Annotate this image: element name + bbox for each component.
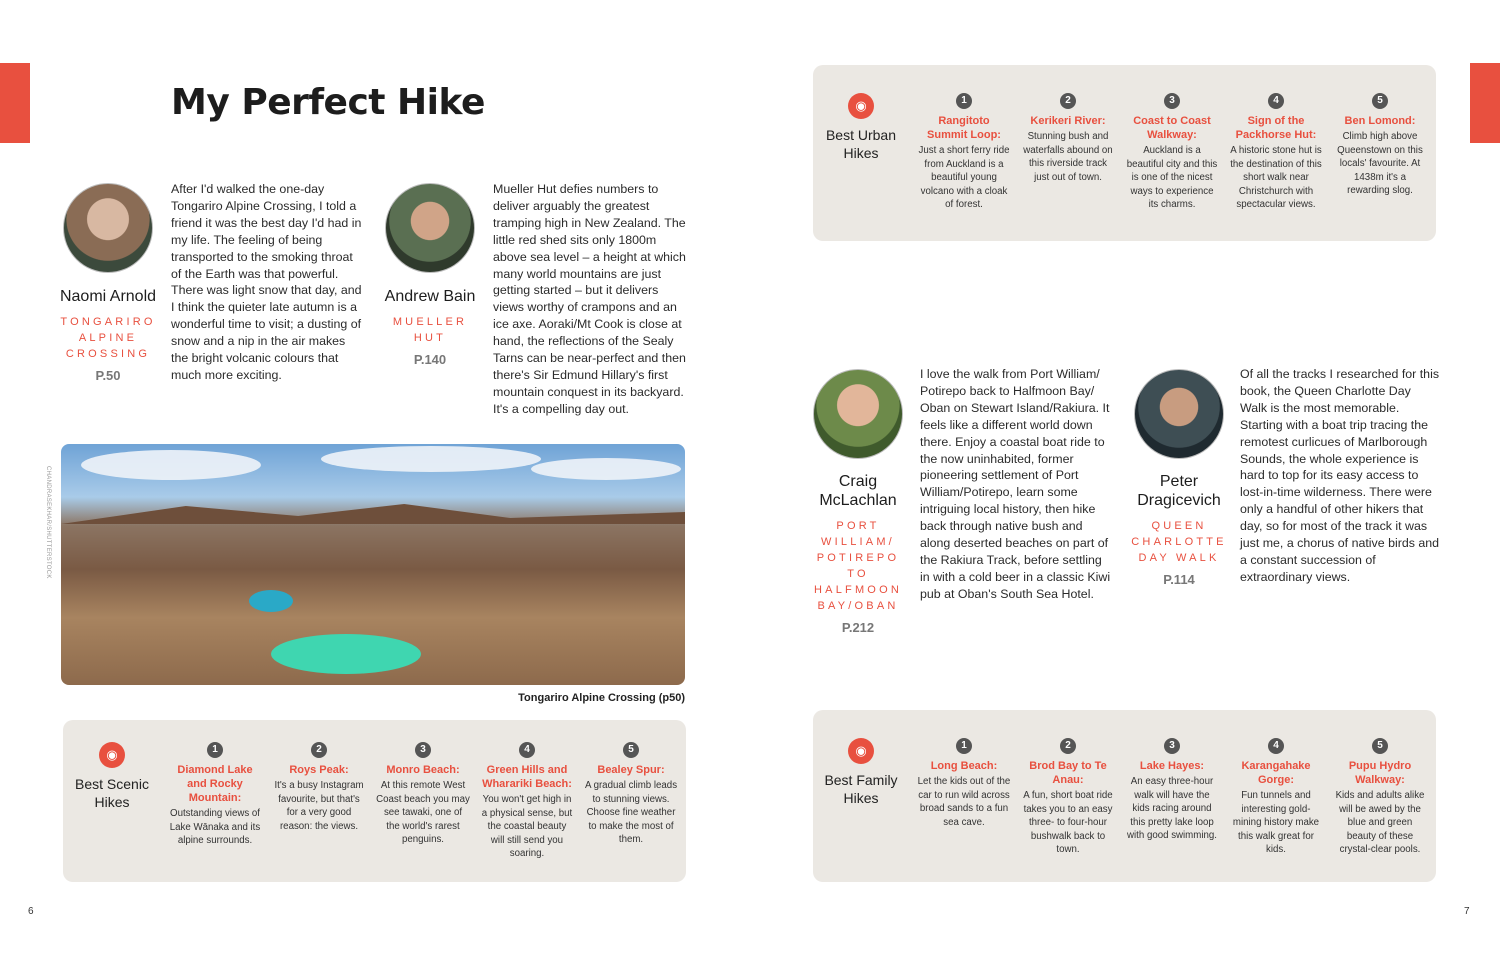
author-andrew-bain <box>380 183 480 367</box>
list-item <box>1125 93 1219 212</box>
box-title: Best Family Hikes <box>824 772 898 806</box>
item-description: Climb high above Queenstown on this locals' favourite. At 1438m it's a rewarding slog. <box>1337 131 1423 197</box>
item-description: Kids and adults alike will be awed by the blue and green beauty of these crystal-clear pools. <box>1335 790 1425 856</box>
author-quote: Of all the tracks I researched for this book, the Queen Charlotte Day Walk is the most memorable. Starting with a boat trip tracing the remotest curlicues of Marlborough Sounds, the whole experience is hard to top for its easy access to lost-in-time wilderness. There were only a handful of other hikers that day, so for most of the track it was just me, a chorus of native birds and a constant succession of extraordinary views. <box>1240 367 1440 584</box>
author-peter-dragicevich <box>1129 369 1229 587</box>
author-quote: I love the walk from Port William/ Potirepo back to Halfmoon Bay/ Oban on Stewart Island/Rakiura. It feels like a different world down there. Enjoy a coastal boat ride to the now uninhabited, former pioneering settlement of Port William/Potirepo, learn some intriguing local history, then hike back through native bush and along deserted beaches on part of the Rakiura Track, before settling in with a cold beer in a classic Kiwi pub at Oban's South Sea Hotel. <box>920 367 1111 601</box>
number-badge: 5 <box>623 742 639 758</box>
list-item <box>1333 738 1427 857</box>
box-title: Best Urban Hikes <box>825 127 897 161</box>
item-title: Green Hills and Wharariki Beach: <box>482 764 572 790</box>
box-header <box>821 738 901 807</box>
item-description: You won't get high in a physical sense, but the coastal beauty will still send you soaring. <box>481 794 573 860</box>
author-page-ref: P.212 <box>841 620 875 635</box>
author-name: Peter Dragicevich <box>1137 473 1221 509</box>
item-description: Let the kids out of the car to run wild across broad sands to a fun sea cave. <box>917 776 1011 828</box>
item-title: Brod Bay to Te Anau: <box>1029 760 1107 786</box>
tongariro-photo <box>61 444 685 685</box>
item-description: Auckland is a beautiful city and this is one of the nicest ways to experience its charms. <box>1126 145 1218 211</box>
item-title: Bealey Spur: <box>597 764 665 776</box>
box-title: Best Scenic Hikes <box>75 776 149 810</box>
item-description: Just a short ferry ride from Auckland is a beautiful young volcano with a cloak of forest. <box>918 145 1010 211</box>
left-edge-tab <box>0 63 30 143</box>
number-badge: 1 <box>207 742 223 758</box>
list-item <box>376 742 470 847</box>
list-item <box>480 742 574 861</box>
box-header <box>72 742 152 811</box>
author-name: Craig McLachlan <box>819 473 897 509</box>
photo-caption: Tongariro Alpine Crossing (p50) <box>518 692 685 704</box>
list-item <box>917 738 1011 829</box>
author-photo <box>63 183 153 273</box>
number-badge: 2 <box>311 742 327 758</box>
camera-icon: ◉ <box>848 738 874 764</box>
item-title: Lake Hayes: <box>1139 760 1205 772</box>
author-page-ref: P.140 <box>413 352 447 367</box>
author-quote: Mueller Hut defies numbers to deliver arguably the greatest tramping high in New Zealand. The little red shed sits only 1800m above sea level – a height at which many world mountains are just getting started – but it delivers views worthy of crampons and an ice axe. Aoraki/Mt Cook is close at hand, the reflections of the Sealy Tarns can be near-perfect and then there's Sir Edmund Hillary's first mountain conquest in its backyard. It's a compelling day out. <box>493 182 686 416</box>
item-title: Monro Beach: <box>386 764 460 776</box>
author-naomi-arnold <box>58 183 158 383</box>
list-item <box>168 742 262 848</box>
item-description: A gradual climb leads to stunning views. Choose fine weather to make the most of them. <box>584 780 678 846</box>
number-badge: 5 <box>1372 738 1388 754</box>
item-description: A historic stone hut is the destination of this short walk near Christchurch with spectacular views. <box>1230 145 1322 211</box>
list-item <box>272 742 366 833</box>
list-item <box>917 93 1011 212</box>
list-item <box>1021 93 1115 184</box>
item-description: It's a busy Instagram favourite, but that's for a very good reason: the views. <box>274 780 364 832</box>
number-badge: 5 <box>1372 93 1388 109</box>
item-title: Ben Lomond: <box>1344 115 1416 127</box>
page-number-right: 7 <box>1464 906 1470 917</box>
author-craig-mclachlan <box>808 369 908 635</box>
author-route: TONGARIRO ALPINE CROSSING <box>60 316 156 360</box>
box-header <box>821 93 901 162</box>
item-description: Fun tunnels and interesting gold-mining history make this walk great for kids. <box>1232 790 1320 856</box>
camera-icon: ◉ <box>848 93 874 119</box>
author-route: PORT WILLIAM/ POTIREPO TO HALFMOON BAY/OBAN <box>814 520 902 612</box>
right-edge-tab <box>1470 63 1500 143</box>
best-urban-hikes-box <box>813 65 1436 241</box>
author-name: Andrew Bain <box>384 288 476 305</box>
list-item <box>1333 93 1427 198</box>
number-badge: 4 <box>1268 93 1284 109</box>
number-badge: 4 <box>519 742 535 758</box>
best-scenic-hikes-box <box>63 720 686 882</box>
item-title: Rangitoto Summit Loop: <box>927 115 1001 141</box>
item-title: Long Beach: <box>930 760 998 772</box>
item-title: Pupu Hydro Walkway: <box>1348 760 1412 786</box>
item-title: Diamond Lake and Rocky Mountain: <box>177 764 253 804</box>
number-badge: 2 <box>1060 738 1076 754</box>
item-title: Sign of the Packhorse Hut: <box>1235 115 1317 141</box>
author-route: MUELLER HUT <box>392 316 468 344</box>
author-page-ref: P.50 <box>95 368 121 383</box>
number-badge: 3 <box>1164 738 1180 754</box>
author-photo <box>1134 369 1224 459</box>
camera-icon: ◉ <box>99 742 125 768</box>
list-item <box>1229 738 1323 857</box>
item-description: Outstanding views of Lake Wānaka and its alpine surrounds. <box>169 808 261 847</box>
list-item <box>1229 93 1323 212</box>
list-item <box>1021 738 1115 857</box>
item-description: A fun, short boat ride takes you to an easy three- to four-hour bushwalk back to town. <box>1023 790 1113 856</box>
number-badge: 3 <box>1164 93 1180 109</box>
number-badge: 1 <box>956 738 972 754</box>
item-description: An easy three-hour walk will have the kids racing around this pretty lake loop with good swimming. <box>1127 776 1217 842</box>
author-page-ref: P.114 <box>1163 572 1195 587</box>
author-name: Naomi Arnold <box>59 288 157 305</box>
number-badge: 1 <box>956 93 972 109</box>
author-quote: After I'd walked the one-day Tongariro Alpine Crossing, I told a friend it was the best day I'd had in my life. The feeling of being transported to the smoking throat of the Earth was that powerful. There was light snow that day, and I think the quieter late autumn is a wonderful time to visit; a dusting of snow and a nip in the air makes the bright volcanic colours that much more exciting. <box>171 182 362 382</box>
item-title: Kerikeri River: <box>1030 115 1106 127</box>
page-number-left: 6 <box>28 906 34 917</box>
number-badge: 4 <box>1268 738 1284 754</box>
author-route: QUEEN CHARLOTTE DAY WALK <box>1131 520 1227 564</box>
list-item <box>1125 738 1219 843</box>
number-badge: 2 <box>1060 93 1076 109</box>
number-badge: 3 <box>415 742 431 758</box>
author-photo <box>385 183 475 273</box>
item-description: Stunning bush and waterfalls abound on this riverside track just out of town. <box>1023 131 1113 183</box>
item-title: Roys Peak: <box>289 764 349 776</box>
item-description: At this remote West Coast beach you may see tawaki, one of the world's rarest penguins. <box>376 780 470 846</box>
item-title: Coast to Coast Walkway: <box>1133 115 1211 141</box>
best-family-hikes-box <box>813 710 1436 882</box>
list-item <box>584 742 678 847</box>
author-photo <box>813 369 903 459</box>
photo-credit: CHANDRASEKHAR/SHUTTERSTOCK <box>45 466 51 579</box>
item-title: Karangahake Gorge: <box>1241 760 1311 786</box>
page-title: My Perfect Hike <box>171 82 485 123</box>
